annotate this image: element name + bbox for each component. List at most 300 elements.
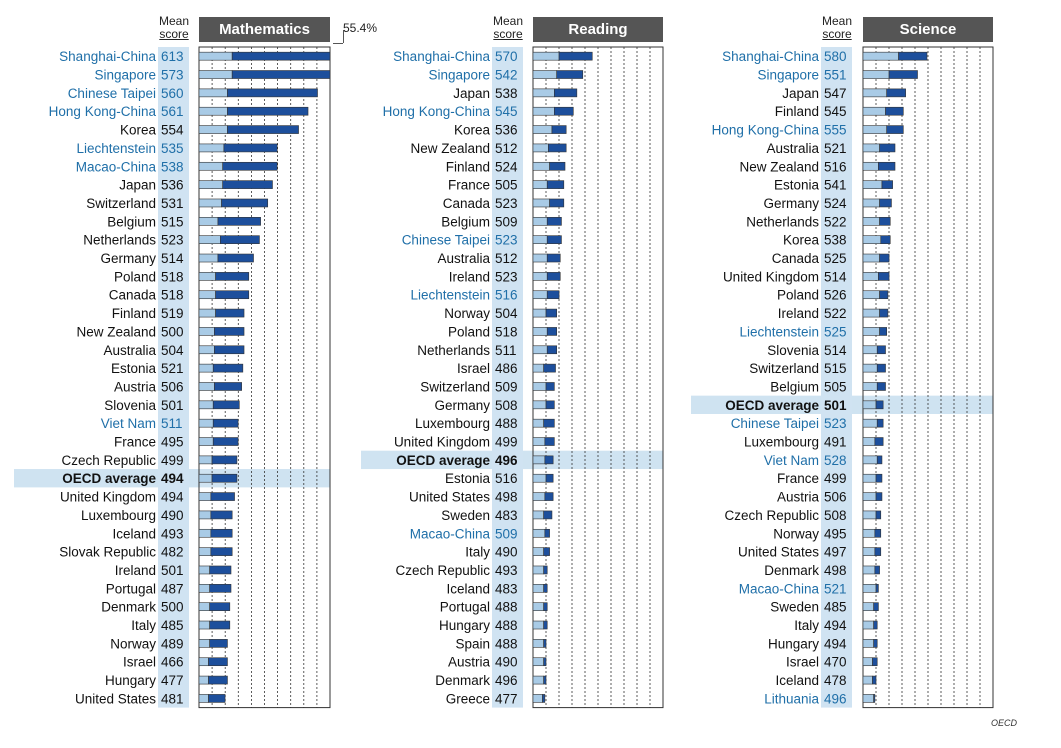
country-label: Switzerland [86,195,156,211]
score-value: 489 [161,636,184,652]
country-label: Greece [445,691,490,707]
score-value: 518 [161,287,184,303]
score-value: 470 [824,654,847,670]
bar-light-segment [533,548,544,556]
bar-light-segment [199,456,212,464]
score-value: 504 [161,342,184,358]
bar-light-segment [199,181,223,189]
country-label: Estonia [444,471,490,487]
country-label: France [447,177,490,193]
bar-dark-segment [216,272,249,280]
score-value: 499 [824,471,847,487]
bar-dark-segment [552,126,566,134]
score-value: 488 [495,636,518,652]
bar-dark-segment [550,199,564,207]
bar-light-segment [863,419,877,427]
score-value: 526 [824,287,847,303]
score-value: 536 [161,177,184,193]
score-value: 498 [824,562,847,578]
bar-dark-segment [547,217,561,225]
score-value: 580 [824,49,847,65]
bar-light-segment [533,566,544,574]
score-value: 547 [824,85,847,101]
bar-light-segment [863,603,874,611]
bar-dark-segment [544,658,546,666]
score-value: 504 [495,306,518,322]
bar-light-segment [533,401,546,409]
bar-dark-segment [218,254,254,262]
mean-label: Mean [492,14,524,28]
bar-light-segment [863,309,880,317]
bar-dark-segment [542,694,544,702]
max-value-annotation: 55.4% [343,21,378,35]
score-value: 505 [824,379,847,395]
bar-light-segment [863,639,874,647]
bar-light-segment [863,291,880,299]
score-label: score [493,27,523,41]
bar-dark-segment [227,107,308,115]
country-label: Viet Nam [100,416,156,432]
bar-dark-segment [544,566,548,574]
bar-light-segment [533,89,554,97]
country-label: Shanghai-China [393,49,490,65]
bar-light-segment [863,474,876,482]
country-label: Macao-China [409,526,490,542]
score-value: 516 [495,471,518,487]
bar-dark-segment [899,52,927,60]
bar-light-segment [533,254,547,262]
country-label: Ireland [777,306,819,322]
score-value: 538 [161,159,184,175]
bar-light-segment [863,511,876,519]
score-value: 518 [161,269,184,285]
country-label: Switzerland [749,361,819,377]
bar-dark-segment [223,162,278,170]
bar-light-segment [863,382,877,390]
bar-light-segment [863,548,875,556]
country-label: Israel [456,361,490,377]
country-label: OECD average [62,471,156,487]
bar-dark-segment [547,346,556,354]
bar-light-segment [863,236,881,244]
bar-light-segment [863,89,887,97]
country-label: Chinese Taipei [67,85,156,101]
country-label: OECD average [396,452,490,468]
bar-dark-segment [544,621,548,629]
country-label: Switzerland [420,379,490,395]
score-label: score [822,27,852,41]
country-label: Luxembourg [743,434,819,450]
bar-dark-segment [880,309,888,317]
bar-light-segment [533,217,547,225]
bar-dark-segment [210,584,231,592]
bar-light-segment [533,493,545,501]
score-value: 531 [161,195,184,211]
panel-title-reading: Reading [533,17,663,42]
bar-light-segment [533,364,544,372]
score-value: 485 [161,618,184,634]
country-label: Luxembourg [80,507,156,523]
bar-dark-segment [223,181,273,189]
bar-light-segment [533,511,544,519]
score-value: 512 [495,140,518,156]
chart-science [677,0,1007,748]
country-label: Australia [103,342,156,358]
score-value: 554 [161,122,184,138]
bar-dark-segment [881,236,890,244]
bar-light-segment [199,548,211,556]
bar-dark-segment [877,382,885,390]
score-value: 491 [824,434,847,450]
country-label: United States [408,489,490,505]
score-value: 545 [495,104,518,120]
bar-dark-segment [875,438,883,446]
bar-light-segment [863,584,876,592]
country-label: Luxembourg [414,416,490,432]
country-label: Germany [763,195,819,211]
bar-dark-segment [216,309,244,317]
country-label: Korea [119,122,156,138]
bar-light-segment [533,456,545,464]
bar-dark-segment [547,327,556,335]
bar-dark-segment [211,511,232,519]
bar-light-segment [533,346,547,354]
bar-light-segment [199,382,214,390]
bar-dark-segment [545,456,553,464]
bar-light-segment [533,639,544,647]
bar-dark-segment [211,493,235,501]
country-label: Norway [773,526,819,542]
bar-light-segment [863,658,872,666]
country-label: Estonia [773,177,819,193]
score-value: 482 [161,544,184,560]
country-label: Denmark [101,599,156,615]
bar-dark-segment [548,144,566,152]
country-label: Slovak Republic [59,544,156,560]
bar-light-segment [199,658,208,666]
country-label: Hong Kong-China [48,104,156,120]
country-label: Denmark [435,673,490,689]
bar-light-segment [199,401,213,409]
bar-light-segment [863,346,877,354]
bar-light-segment [199,493,211,501]
score-label: score [159,27,189,41]
bar-light-segment [533,126,552,134]
bar-dark-segment [545,438,554,446]
country-label: Israel [785,654,819,670]
bar-dark-segment [878,162,895,170]
country-label: Hungary [767,636,819,652]
score-value: 494 [161,471,184,487]
bar-dark-segment [874,603,879,611]
bar-light-segment [199,236,220,244]
bar-dark-segment [872,658,877,666]
score-value: 560 [161,85,184,101]
country-label: Singapore [428,67,490,83]
score-value: 511 [161,416,183,432]
country-label: Germany [434,397,490,413]
country-label: Netherlands [746,214,819,230]
country-label: Hungary [438,618,490,634]
bar-dark-segment [212,474,237,482]
bar-dark-segment [889,71,917,79]
bar-dark-segment [210,621,230,629]
bar-light-segment [863,107,886,115]
bar-dark-segment [216,291,249,299]
score-value: 522 [824,214,847,230]
country-label: Sweden [441,507,490,523]
country-label: Finland [111,306,156,322]
bar-light-segment [533,584,544,592]
score-value: 512 [495,251,518,267]
country-label: Belgium [441,214,490,230]
bar-dark-segment [546,401,554,409]
bar-dark-segment [212,456,237,464]
bar-dark-segment [876,493,882,501]
bar-light-segment [863,566,875,574]
bar-light-segment [533,199,550,207]
bar-dark-segment [224,144,277,152]
source-credit: OECD [990,718,1017,728]
bar-dark-segment [875,548,881,556]
score-value: 498 [495,489,518,505]
country-label: New Zealand [76,324,156,340]
bar-light-segment [199,511,211,519]
panel-title-science: Science [863,17,993,42]
bar-dark-segment [210,639,228,647]
bar-light-segment [199,162,223,170]
bar-dark-segment [218,217,261,225]
bar-dark-segment [876,511,881,519]
country-label: Czech Republic [395,562,490,578]
country-label: Singapore [757,67,819,83]
bar-light-segment [533,144,548,152]
bar-dark-segment [213,364,243,372]
bar-dark-segment [876,584,878,592]
bar-dark-segment [208,658,227,666]
score-value: 516 [824,159,847,175]
country-label: Iceland [775,673,819,689]
bar-light-segment [533,52,559,60]
bar-dark-segment [547,254,560,262]
score-value: 514 [161,251,184,267]
country-label: Singapore [94,67,156,83]
bar-light-segment [863,52,899,60]
bar-light-segment [199,309,216,317]
country-label: Germany [100,251,156,267]
bar-dark-segment [544,584,548,592]
annotation-leader-line-vertical [343,30,344,43]
bar-dark-segment [544,511,552,519]
score-value: 523 [824,416,847,432]
bar-dark-segment [214,382,241,390]
country-label: Korea [453,122,490,138]
score-value: 561 [161,104,184,120]
bar-light-segment [533,621,544,629]
bar-dark-segment [544,548,550,556]
bar-dark-segment [886,107,904,115]
score-value: 523 [161,232,184,248]
country-label: United States [74,691,156,707]
country-label: Japan [453,85,490,101]
country-label: United States [737,544,819,560]
country-label: New Zealand [739,159,819,175]
bar-light-segment [199,621,210,629]
score-value: 522 [824,306,847,322]
country-label: Poland [113,269,156,285]
bar-light-segment [199,71,232,79]
bar-light-segment [533,71,557,79]
bar-light-segment [199,474,212,482]
science-panel [677,0,1007,748]
bar-dark-segment [554,107,573,115]
bar-dark-segment [876,474,882,482]
bar-light-segment [199,107,227,115]
bar-dark-segment [559,52,592,60]
bar-light-segment [863,456,877,464]
bar-dark-segment [214,346,244,354]
score-value: 494 [161,489,184,505]
bar-dark-segment [877,419,883,427]
bar-light-segment [199,566,210,574]
bar-light-segment [533,658,544,666]
bar-dark-segment [880,217,891,225]
score-value: 493 [161,526,184,542]
bar-light-segment [199,364,213,372]
country-label: Viet Nam [763,452,819,468]
score-value: 509 [495,379,518,395]
score-value: 495 [161,434,184,450]
score-value: 555 [824,122,847,138]
country-label: Japan [782,85,819,101]
bar-dark-segment [877,364,885,372]
bar-dark-segment [547,272,560,280]
bar-light-segment [863,162,878,170]
country-label: France [113,434,156,450]
score-value: 505 [495,177,518,193]
score-value: 501 [161,562,184,578]
score-value: 490 [161,507,184,523]
score-value: 495 [824,526,847,542]
score-value: 500 [161,599,184,615]
score-value: 521 [824,581,847,597]
bar-dark-segment [875,529,881,537]
country-label: Finland [774,104,819,120]
bar-dark-segment [877,456,882,464]
bar-dark-segment [874,639,878,647]
country-label: Liechtenstein [76,140,156,156]
mean-label: Mean [821,14,853,28]
country-label: Norway [444,306,490,322]
bar-dark-segment [213,438,238,446]
bar-light-segment [533,676,544,684]
score-value: 466 [161,654,184,670]
score-value: 514 [824,342,847,358]
bar-dark-segment [544,639,546,647]
bar-light-segment [863,126,887,134]
score-value: 483 [495,507,518,523]
score-value: 506 [824,489,847,505]
country-label: Macao-China [75,159,156,175]
country-label: Canada [771,251,819,267]
bar-light-segment [199,438,213,446]
bar-dark-segment [887,89,906,97]
score-value: 528 [824,452,847,468]
bar-dark-segment [213,401,239,409]
bar-dark-segment [227,126,298,134]
score-value: 488 [495,618,518,634]
bar-dark-segment [545,493,553,501]
country-label: Hong Kong-China [711,122,819,138]
score-value: 515 [824,361,847,377]
country-label: Austria [113,379,156,395]
score-value: 508 [824,507,847,523]
bar-light-segment [863,493,876,501]
bar-dark-segment [544,364,556,372]
score-value: 499 [495,434,518,450]
country-label: Belgium [107,214,156,230]
bar-light-segment [533,474,546,482]
score-value: 516 [495,287,518,303]
country-label: Portugal [439,599,490,615]
score-value: 477 [161,673,184,689]
score-value: 485 [824,599,847,615]
bar-dark-segment [211,529,232,537]
bar-light-segment [863,254,880,262]
country-label: Macao-China [738,581,819,597]
score-value: 511 [495,342,517,358]
score-value: 508 [495,397,518,413]
score-value: 496 [495,452,518,468]
bar-light-segment [199,676,208,684]
bar-light-segment [199,144,224,152]
country-label: Israel [122,654,156,670]
bar-dark-segment [208,694,225,702]
bar-dark-segment [545,529,550,537]
score-value: 494 [824,618,847,634]
bar-light-segment [533,327,547,335]
score-value: 525 [824,324,847,340]
bar-light-segment [199,694,208,702]
bar-dark-segment [876,401,883,409]
bar-light-segment [199,217,218,225]
country-label: Italy [794,618,819,634]
score-value: 500 [161,324,184,340]
bar-dark-segment [880,291,888,299]
bar-dark-segment [232,71,330,79]
country-label: Sweden [770,599,819,615]
bar-light-segment [533,162,550,170]
reading-panel [347,0,677,748]
mathematics-panel [0,0,340,748]
score-value: 535 [161,140,184,156]
bar-dark-segment [546,474,553,482]
country-label: New Zealand [410,140,490,156]
country-label: Lithuania [764,691,819,707]
country-label: Iceland [446,581,490,597]
bar-dark-segment [227,89,317,97]
bar-dark-segment [880,254,889,262]
bar-light-segment [533,181,547,189]
bar-light-segment [199,529,211,537]
country-label: Canada [108,287,156,303]
country-label: United Kingdom [59,489,156,505]
score-value: 518 [495,324,518,340]
score-value: 483 [495,581,518,597]
score-value: 538 [824,232,847,248]
bar-dark-segment [547,181,564,189]
annotation-leader-line [333,43,343,44]
